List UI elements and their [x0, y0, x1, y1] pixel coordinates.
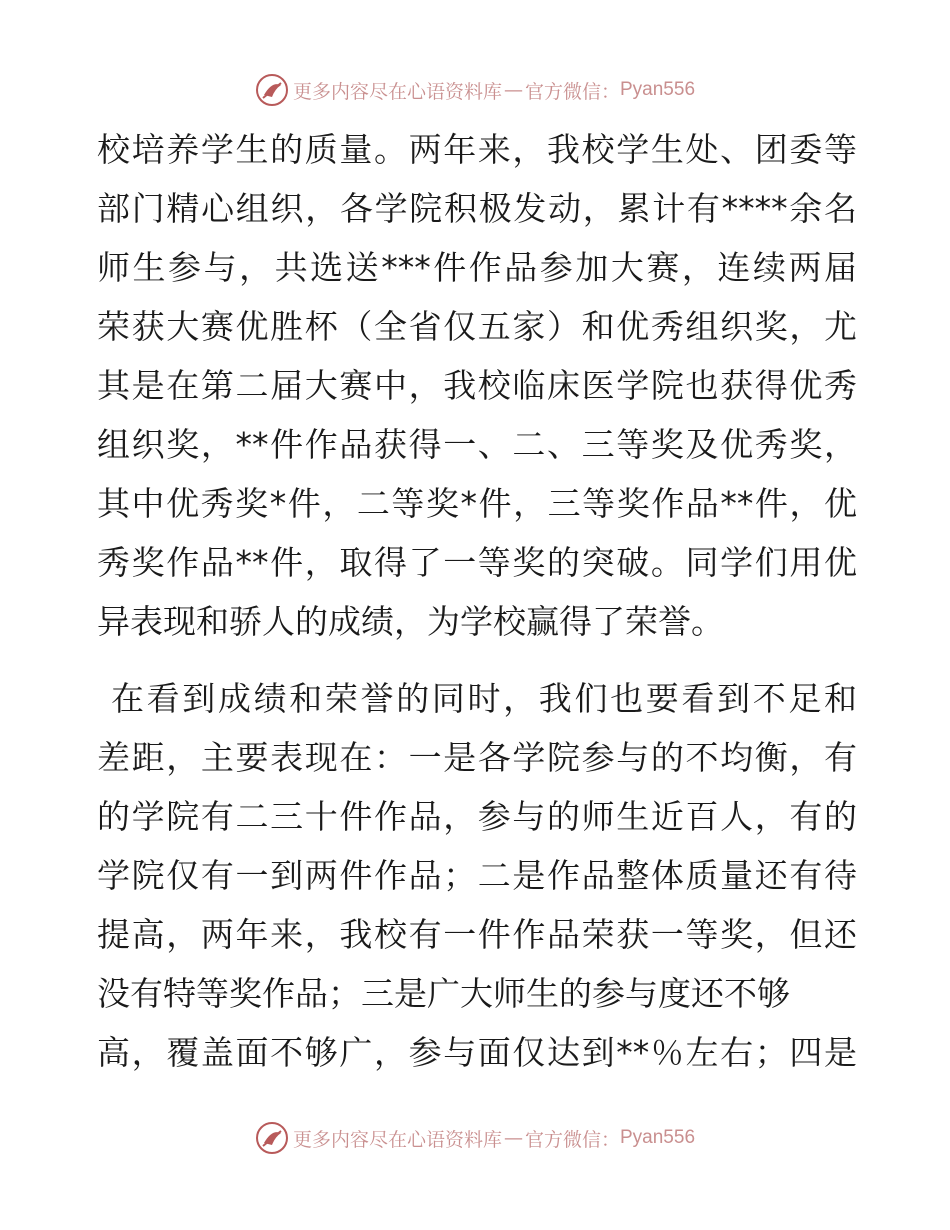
text-line: 部门精心组织，各学院积极发动，累计有****余名	[97, 189, 857, 228]
paragraph	[97, 120, 857, 651]
text-line: 秀奖作品**件，取得了一等奖的突破。同学们用优	[97, 543, 857, 582]
text-line: 荣获大赛优胜杯（全省仅五家）和优秀组织奖，尤	[97, 307, 857, 346]
watermark-wechat-id: Pyan556	[620, 79, 696, 100]
watermark-separator: —	[503, 79, 523, 101]
text-line: 提高，两年来，我校有一件作品荣获一等奖，但还	[97, 915, 857, 954]
watermark-wechat-id: Pyan556	[620, 1127, 696, 1148]
text-line: 组织奖，**件作品获得一、二、三等奖及优秀奖，	[97, 425, 857, 464]
text-line: 师生参与，共选送***件作品参加大赛，连续两届	[97, 248, 857, 287]
watermark-wechat-label: 官方微信：	[524, 1128, 620, 1151]
watermark-text: 更多内容尽在心语资料库	[292, 1128, 502, 1151]
text-line: 差距，主要表现在：一是各学院参与的不均衡，有	[97, 738, 857, 777]
book-logo-icon	[255, 1121, 289, 1155]
paragraph	[97, 669, 857, 1082]
text-line: 在看到成绩和荣誉的同时，我们也要看到不足和	[111, 679, 857, 718]
book-logo-icon	[255, 73, 289, 107]
watermark-separator: —	[503, 1127, 523, 1149]
watermark-banner-bottom	[0, 1116, 950, 1160]
watermark-text: 更多内容尽在心语资料库	[292, 80, 502, 103]
text-line: 其是在第二届大赛中，我校临床医学院也获得优秀	[97, 366, 857, 405]
text-line: 没有特等奖作品；三是广大师生的参与度还不够	[97, 974, 790, 1013]
text-line: 的学院有二三十件作品，参与的师生近百人，有的	[97, 797, 857, 836]
text-line: 异表现和骄人的成绩，为学校赢得了荣誉。	[97, 602, 724, 641]
text-line: 高，覆盖面不够广，参与面仅达到**％左右；四是	[97, 1033, 857, 1072]
watermark-wechat-label: 官方微信：	[524, 80, 620, 103]
text-line: 校培养学生的质量。两年来，我校学生处、团委等	[97, 130, 857, 169]
watermark-banner-top	[0, 68, 950, 112]
text-line: 其中优秀奖*件，二等奖*件，三等奖作品**件，优	[97, 484, 857, 523]
document-body	[97, 120, 857, 1082]
text-line: 学院仅有一到两件作品；二是作品整体质量还有待	[97, 856, 857, 895]
